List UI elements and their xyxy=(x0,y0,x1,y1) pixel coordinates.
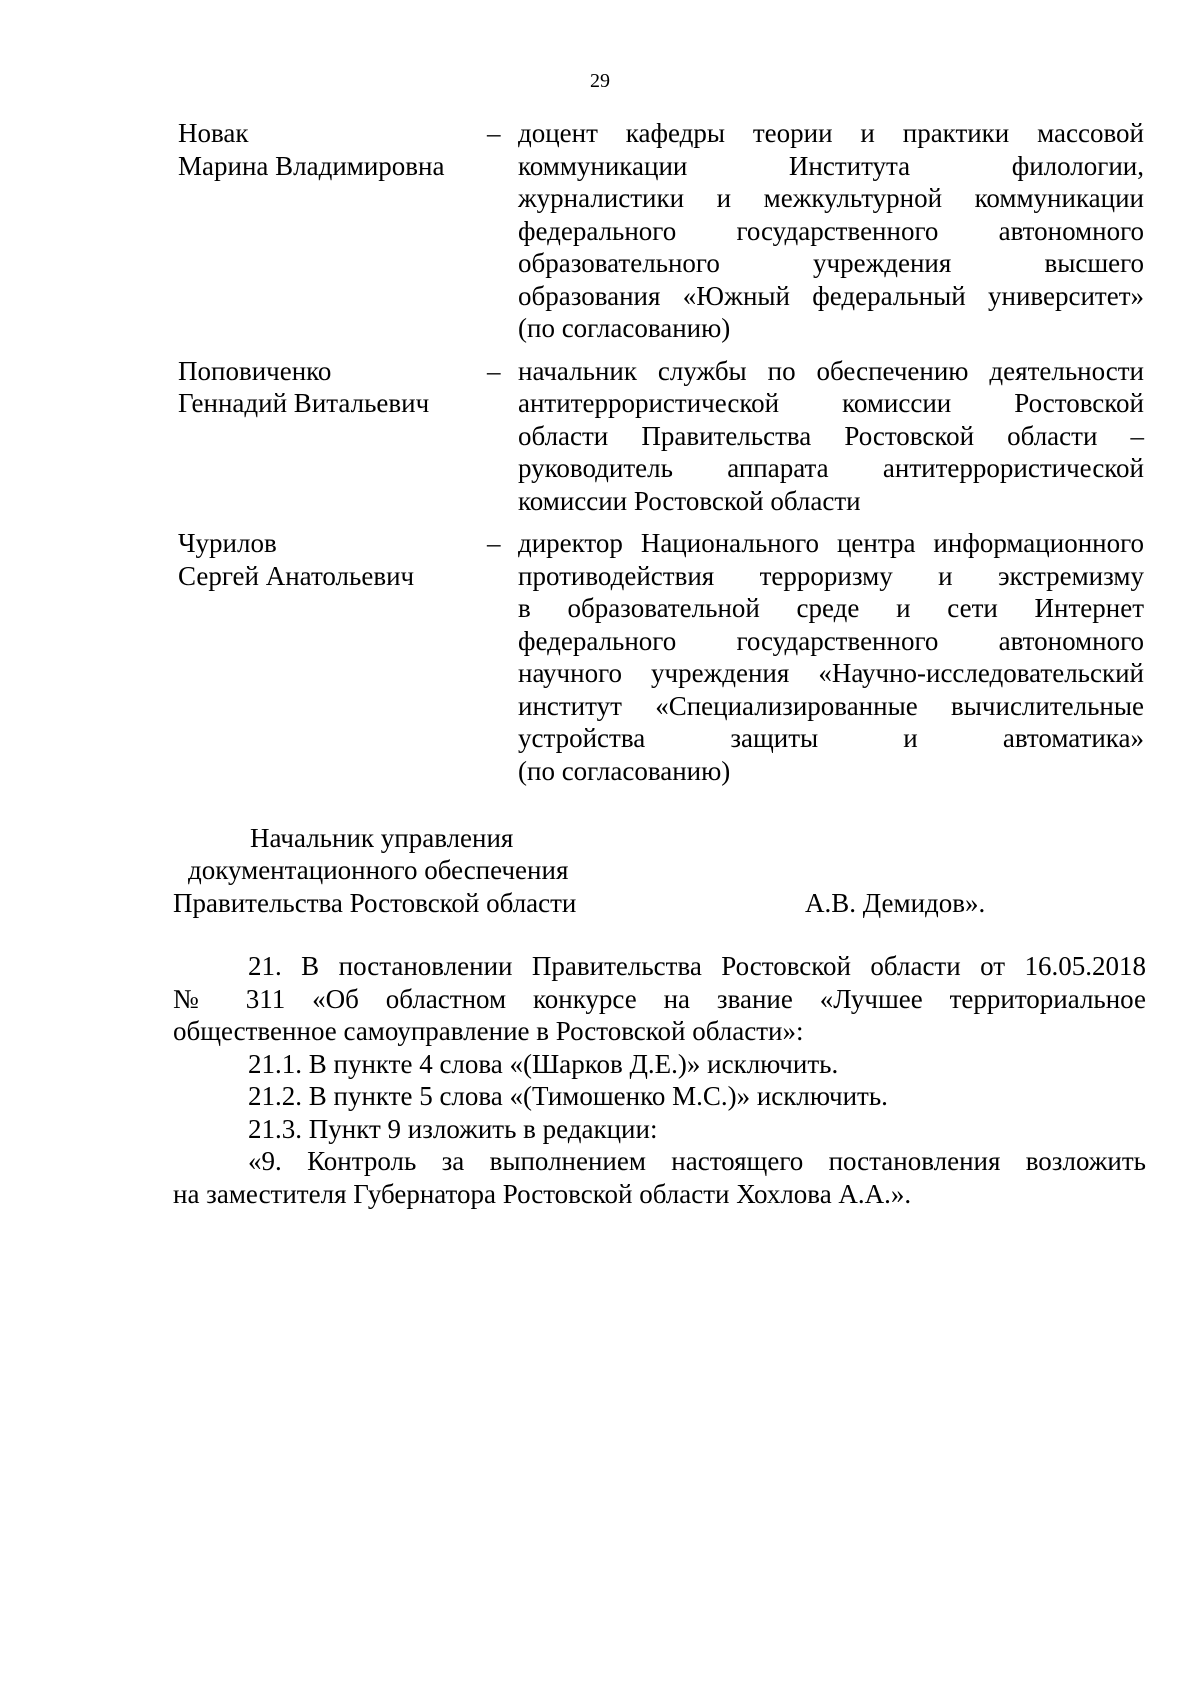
description-line: (по согласованию) xyxy=(518,755,731,786)
description-line: в образовательной среде и сети Интернет xyxy=(518,593,1144,623)
member-dash: – xyxy=(487,528,501,558)
description-line: федерального государственного автономного xyxy=(518,215,1144,246)
paragraph-line: 21.2. В пункте 5 слова «(Тимошенко М.С.)» исключить. xyxy=(248,1081,888,1111)
paragraph-line: на заместителя Губернатора Ростовской области Хохлова А.А.». xyxy=(173,1178,912,1209)
member-list xyxy=(0,117,1200,797)
description-line: директор Национального центра информационного xyxy=(518,528,1144,558)
member-description xyxy=(518,527,1144,787)
member-dash: – xyxy=(487,118,501,148)
signature-position-line: Правительства Ростовской области xyxy=(173,888,577,918)
member-description xyxy=(518,117,1144,345)
member-name xyxy=(178,117,468,182)
member-surname: Новак xyxy=(178,118,249,148)
member-given-names: Сергей Анатольевич xyxy=(178,560,415,591)
member-surname: Поповиченко xyxy=(178,355,332,386)
member-surname: Чурилов xyxy=(178,528,277,558)
member-name xyxy=(178,355,468,420)
description-line: коммуникации Института филологии, xyxy=(518,150,1144,181)
member-name xyxy=(178,527,468,592)
description-line: научного учреждения «Научно-исследовательский xyxy=(518,658,1144,688)
description-line: руководитель аппарата антитеррористической xyxy=(518,453,1144,483)
member-given-names: Геннадий Витальевич xyxy=(178,388,430,418)
description-line: противодействия терроризму и экстремизму xyxy=(518,560,1144,591)
description-line: начальник службы по обеспечению деятельности xyxy=(518,355,1144,386)
paragraph-line: № 311 «Об областном конкурсе на звание «Лучшее территориальное xyxy=(173,983,1146,1014)
page-number: 29 xyxy=(590,70,610,92)
description-line: институт «Специализированные вычислительные xyxy=(518,690,1144,721)
member-description xyxy=(518,355,1144,518)
member-entry xyxy=(0,355,1200,518)
description-line: образовательного учреждения высшего xyxy=(518,248,1144,278)
description-line: антитеррористической комиссии Ростовской xyxy=(518,388,1144,418)
member-entry xyxy=(0,527,1200,787)
signatory-name: А.В. Демидов». xyxy=(805,888,986,918)
paragraph-line: общественное самоуправление в Ростовской области»: xyxy=(173,1016,804,1046)
member-dash: – xyxy=(487,355,501,386)
description-line: комиссии Ростовской области xyxy=(518,485,861,516)
paragraph-line: 21.3. Пункт 9 изложить в редакции: xyxy=(248,1113,658,1144)
paragraph-line: «9. Контроль за выполнением настоящего постановления возложить xyxy=(248,1146,1146,1176)
signature-position-line: Начальник управления xyxy=(250,823,514,853)
amendment-text xyxy=(173,950,1146,1210)
paragraph-line: 21. В постановлении Правительства Ростовской области от 16.05.2018 xyxy=(248,951,1146,981)
description-line: области Правительства Ростовской области – xyxy=(518,420,1144,451)
description-line: журналистики и межкультурной коммуникации xyxy=(518,183,1144,213)
member-entry xyxy=(0,117,1200,345)
description-line: (по согласованию) xyxy=(518,313,731,343)
signature-position-line: документационного обеспечения xyxy=(188,855,569,885)
description-line: устройства защиты и автоматика» xyxy=(518,723,1144,753)
description-line: доцент кафедры теории и практики массовой xyxy=(518,118,1144,148)
member-given-names: Марина Владимировна xyxy=(178,150,445,181)
description-line: образования «Южный федеральный университет» xyxy=(518,280,1144,311)
paragraph-line: 21.1. В пункте 4 слова «(Шарков Д.Е.)» исключить. xyxy=(248,1048,839,1079)
description-line: федерального государственного автономного xyxy=(518,625,1144,656)
